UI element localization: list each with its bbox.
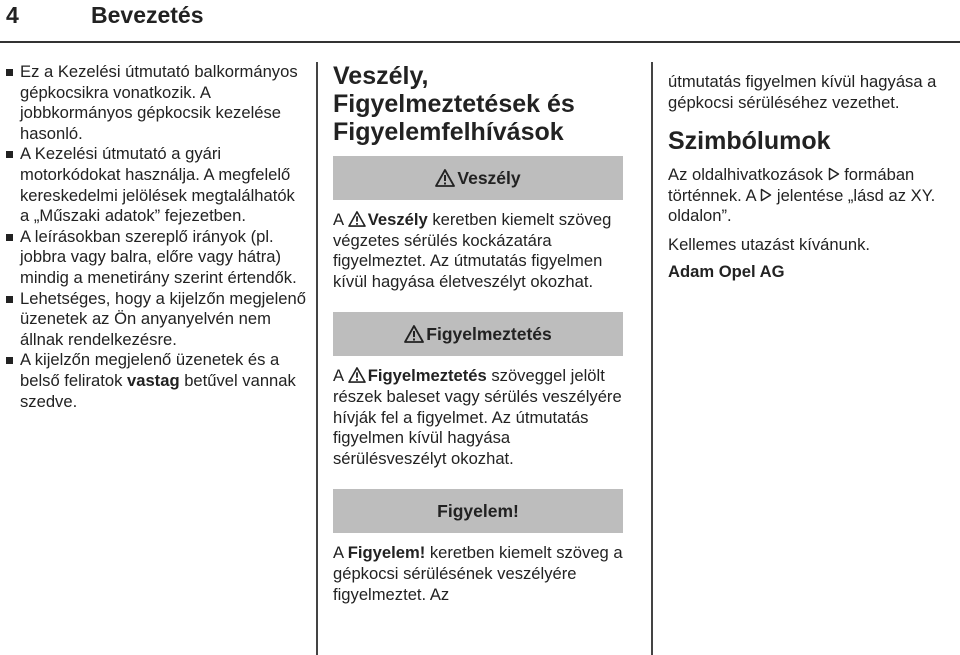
- page-reference-arrow-icon: [828, 167, 840, 181]
- warning-bar: [333, 312, 623, 356]
- danger-bar: [333, 156, 623, 200]
- header-rule: [0, 41, 960, 43]
- danger-text: A Veszély keretben kiemelt szöveg végzetes sérülés kockázatára figyelmeztet. Az útmutatás figyelmen kívül hagyása életveszélyt okozhat.: [333, 210, 612, 291]
- column-divider-2: [651, 62, 653, 655]
- caution-label: Figyelem!: [437, 501, 519, 522]
- list-item: A leírásokban szereplő irányok (pl. jobbra vagy balra, előre vagy hátra) mindig a menetirány szerint értendők.: [6, 227, 306, 289]
- symbols-text: Az oldalhivatkozások formában történnek. A jelentése „lásd az XY. oldalon”.: [668, 165, 936, 226]
- continued-text: útmutatás figyelmen kívül hagyása a gépkocsi sérüléséhez vezethet.: [668, 72, 937, 112]
- warning-triangle-icon: [348, 367, 366, 383]
- column-divider-1: [316, 62, 318, 655]
- caution-text: A Figyelem! keretben kiemelt szöveg a gépkocsi sérülésének veszélyére figyelmeztet. Az: [333, 543, 623, 604]
- list-item: A Kezelési útmutató a gyári motorkódokat használja. A megfelelő kereskedelmi jelölések megtalálhatók a „Műszaki adatok” fejezetben.: [6, 144, 306, 226]
- symbols-heading: Szimbólumok: [668, 127, 831, 156]
- section-title: Bevezetés: [91, 2, 204, 28]
- warning-triangle-icon: [404, 325, 424, 343]
- list-item: A kijelzőn megjelenő üzenetek és a belső feliratok vastag betűvel vannak szedve.: [6, 350, 306, 412]
- warning-triangle-icon: [435, 169, 455, 187]
- page-number: 4: [6, 2, 19, 28]
- warnings-heading: Veszély, Figyelmeztetések és Figyelemfelhívások: [333, 62, 575, 146]
- page-header: [0, 0, 960, 42]
- warning-label: Figyelmeztetés: [426, 324, 552, 345]
- caution-bar: [333, 489, 623, 533]
- danger-label: Veszély: [457, 167, 521, 188]
- list-item: Ez a Kezelési útmutató balkormányos gépkocsikra vonatkozik. A jobbkormányos gépkocsik kezelése hasonló.: [6, 62, 306, 144]
- signature: Adam Opel AG: [668, 261, 785, 281]
- page-reference-arrow-icon: [760, 188, 772, 202]
- column-2: [333, 62, 623, 605]
- bold-term: vastag: [127, 370, 180, 390]
- closing-text: Kellemes utazást kívánunk.: [668, 234, 870, 254]
- list-item: Lehetséges, hogy a kijelzőn megjelenő üzenetek az Ön anyanyelvén nem állnak rendelkezésre.: [6, 289, 306, 351]
- column-1: [6, 62, 306, 412]
- bullet-list: [6, 62, 306, 412]
- column-3: [668, 72, 958, 282]
- warning-text: A Figyelmeztetés szöveggel jelölt részek baleset vagy sérülés veszélyére hívják fel a figyelmet. Az útmutatás figyelmen kívül hagyása sérülésveszélyt okozhat.: [333, 366, 622, 468]
- warning-triangle-icon: [348, 211, 366, 227]
